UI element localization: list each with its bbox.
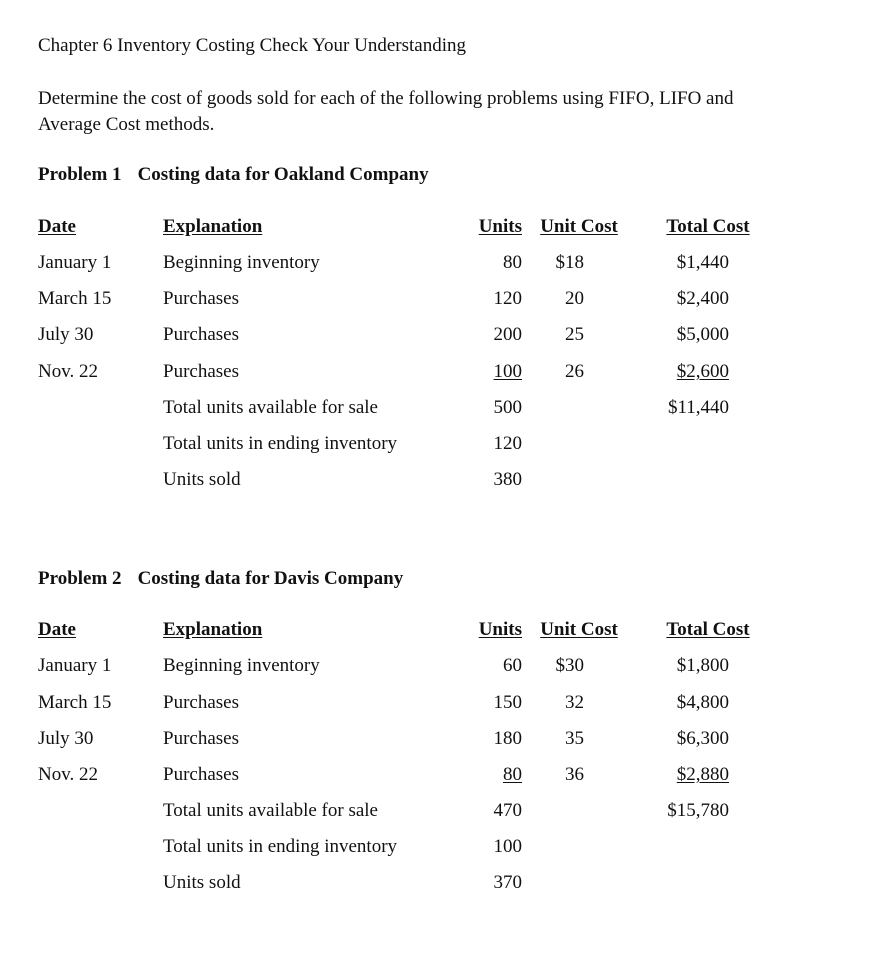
column-header-units: Units	[478, 619, 522, 640]
table-row-total-cost: $2,880	[676, 764, 729, 785]
table-row-date: July 30	[38, 324, 94, 345]
table-row-unit-cost: 25	[565, 324, 584, 345]
column-header-unit-cost: Unit Cost	[540, 619, 618, 640]
table-row-units: 100	[493, 361, 522, 382]
summary-total-cost: $11,440	[667, 397, 729, 418]
summary-label-ending: Total units in ending inventory	[163, 836, 398, 857]
table-row-explanation: Purchases	[163, 361, 239, 382]
table-row-total-cost: $4,800	[676, 692, 729, 713]
table-row-total-cost: $6,300	[676, 728, 729, 749]
table-row-units: 80	[503, 252, 522, 273]
summary-units-available: 470	[493, 800, 522, 821]
table-row-explanation: Beginning inventory	[163, 655, 320, 676]
table-row-total-cost: $5,000	[676, 324, 729, 345]
table-row-unit-cost: $18	[555, 252, 584, 273]
table-row-explanation: Purchases	[163, 288, 239, 309]
summary-label-available: Total units available for sale	[163, 397, 378, 418]
summary-label-sold: Units sold	[163, 469, 241, 490]
problem-1-label: Problem 1	[38, 164, 122, 185]
table-row-total-cost: $1,440	[676, 252, 729, 273]
table-row-unit-cost: $30	[555, 655, 584, 676]
column-header-explanation: Explanation	[163, 216, 263, 237]
table-row-date: Nov. 22	[38, 361, 98, 382]
summary-label-available: Total units available for sale	[163, 800, 378, 821]
table-row-explanation: Beginning inventory	[163, 252, 320, 273]
table-row-units: 120	[493, 288, 522, 309]
column-header-date: Date	[38, 619, 76, 640]
table-row-date: July 30	[38, 728, 94, 749]
table-row-total-cost: $1,800	[676, 655, 729, 676]
table-row-units: 80	[503, 764, 522, 785]
summary-units-available: 500	[493, 397, 522, 418]
table-row-unit-cost: 35	[565, 728, 584, 749]
table-row-total-cost: $2,600	[676, 361, 729, 382]
table-row-date: March 15	[38, 692, 112, 713]
table-row-unit-cost: 36	[565, 764, 584, 785]
table-row-explanation: Purchases	[163, 764, 239, 785]
summary-units-sold: 380	[493, 469, 522, 490]
table-row-date: January 1	[38, 252, 112, 273]
table-row-units: 60	[503, 655, 522, 676]
problem-2-label: Problem 2	[38, 568, 122, 589]
column-header-units: Units	[478, 216, 522, 237]
column-header-total-cost: Total Cost	[666, 619, 750, 640]
table-row-units: 180	[493, 728, 522, 749]
table-row-total-cost: $2,400	[676, 288, 729, 309]
column-header-explanation: Explanation	[163, 619, 263, 640]
problem-2-title: Costing data for Davis Company	[137, 568, 404, 589]
table-row-units: 150	[493, 692, 522, 713]
problem-1-title: Costing data for Oakland Company	[137, 164, 429, 185]
summary-label-sold: Units sold	[163, 872, 241, 893]
table-row-date: January 1	[38, 655, 112, 676]
table-row-unit-cost: 26	[565, 361, 584, 382]
summary-units-sold: 370	[493, 872, 522, 893]
problem-1-heading	[38, 164, 429, 186]
table-row-date: Nov. 22	[38, 764, 98, 785]
column-header-total-cost: Total Cost	[666, 216, 750, 237]
table-row-unit-cost: 32	[565, 692, 584, 713]
column-header-date: Date	[38, 216, 76, 237]
instructions-line-1: Determine the cost of goods sold for each of the following problems using FIFO, LIFO and	[38, 88, 734, 109]
table-row-date: March 15	[38, 288, 112, 309]
summary-total-cost: $15,780	[667, 800, 729, 821]
summary-units-ending: 100	[493, 836, 522, 857]
table-row-explanation: Purchases	[163, 324, 239, 345]
problem-2-heading	[38, 568, 403, 590]
column-header-unit-cost: Unit Cost	[540, 216, 618, 237]
table-row-explanation: Purchases	[163, 692, 239, 713]
summary-label-ending: Total units in ending inventory	[163, 433, 398, 454]
table-row-explanation: Purchases	[163, 728, 239, 749]
table-row-unit-cost: 20	[565, 288, 584, 309]
document-title: Chapter 6 Inventory Costing Check Your Understanding	[38, 35, 466, 56]
summary-units-ending: 120	[493, 433, 522, 454]
table-row-units: 200	[493, 324, 522, 345]
instructions-line-2: Average Cost methods.	[38, 114, 215, 135]
